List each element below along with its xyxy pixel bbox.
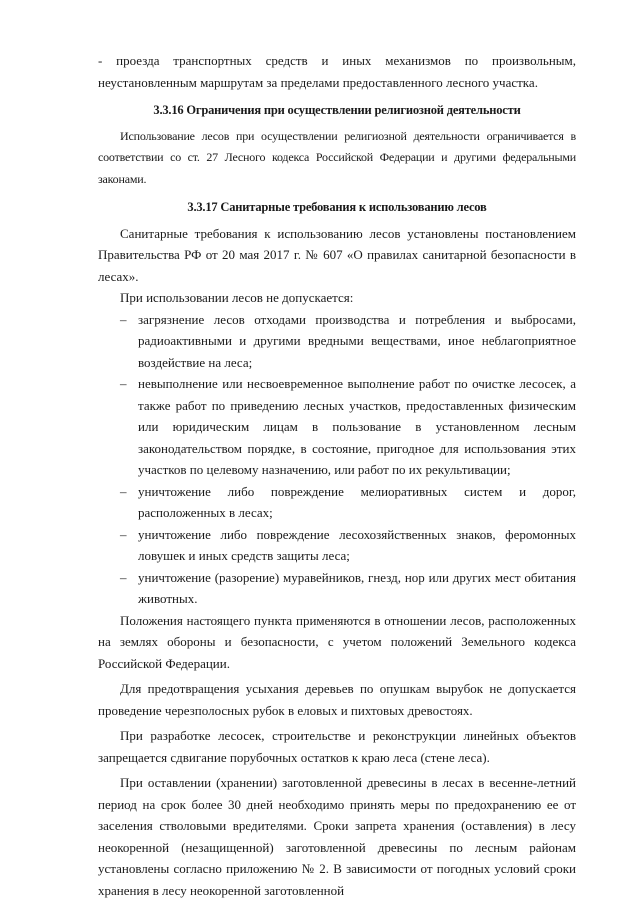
prohibited-list <box>98 309 576 610</box>
paragraph-defense-lands: Положения настоящего пункта применяются в отношении лесов, расположенных на землях обороны и безопасности, с учетом положений Земельного кодекса Российской Федерации. <box>98 612 576 671</box>
paragraph-not-allowed: При использовании лесов не допускается: <box>120 290 354 305</box>
dash-bullet: – <box>120 376 127 391</box>
section-heading-sanitary: 3.3.17 Санитарные требования к использованию лесов <box>187 200 487 214</box>
list-item-text: уничтожение либо повреждение мелиоративных систем и дорог, расположенных в лесах; <box>138 483 576 520</box>
paragraph-timber-storage: При оставлении (хранении) заготовленной древесины в лесах в весенне-летний период на срок более 30 дней необходимо принять меры по предохранению ее от заселения стволовыми вредителями. Сроки запрета хранения (оставления) в лесу неокоренной (незащищенной) заготовленной древесины по лесным районам установлены согласно приложению № 2. В зависимости от погодных условий сроки хранения в лесу неокоренной заготовленной <box>98 775 576 898</box>
list-item-text: невыполнение или несвоевременное выполнение работ по очистке лесосек, а также работ по приведению лесных участков, предоставленных физическим или юридическим лицам в пользование в установленном лесным законодательством порядке, в состояние, пригодное для использования этих участков по целевому назначению, или работ по их рекультивации; <box>138 376 576 477</box>
list-item <box>98 373 576 481</box>
document-page <box>98 50 576 901</box>
dash-bullet: – <box>120 311 127 327</box>
dash-bullet: – <box>120 569 127 585</box>
paragraph-religious: Использование лесов при осуществлении религиозной деятельности ограничивается в соответствии со ст. 27 Лесного кодекса Российской Федерации и другими федеральными законами. <box>98 128 576 186</box>
dash-bullet: – <box>120 526 127 542</box>
list-item-text: загрязнение лесов отходами производства и потребления и выбросами, радиоактивными и другими вредными веществами, иное неблагоприятное воздействие на леса; <box>138 311 576 370</box>
list-item <box>98 309 576 374</box>
list-item-text: уничтожение либо повреждение лесохозяйственных знаков, феромонных ловушек и иных средств защиты леса; <box>138 526 576 563</box>
list-item-text: уничтожение (разорение) муравейников, гнезд, нор или других мест обитания животных. <box>138 569 576 606</box>
list-item <box>98 524 576 567</box>
section-heading-religious: 3.3.16 Ограничения при осуществлении религиозной деятельности <box>153 103 521 117</box>
paragraph-sanitary-rules: Санитарные требования к использованию лесов установлены постановлением Правительства РФ от 20 мая 2017 г. № 607 «О правилах санитарной безопасности в лесах». <box>98 225 576 284</box>
paragraph-logging-residue: При разработке лесосек, строительстве и реконструкции линейных объектов запрещается сдвигание порубочных остатков к краю леса (стене леса). <box>98 728 576 765</box>
dash-bullet: – <box>120 483 127 499</box>
paragraph-travel-restriction: - проезда транспортных средств и иных механизмов по произвольным, неустановленным маршрутам за пределами предоставленного лесного участка. <box>98 53 576 90</box>
list-item <box>98 481 576 524</box>
list-item <box>98 567 576 610</box>
paragraph-edge-drying: Для предотвращения усыхания деревьев по опушкам вырубок не допускается проведение черезполосных рубок в еловых и пихтовых древостоях. <box>98 681 576 718</box>
